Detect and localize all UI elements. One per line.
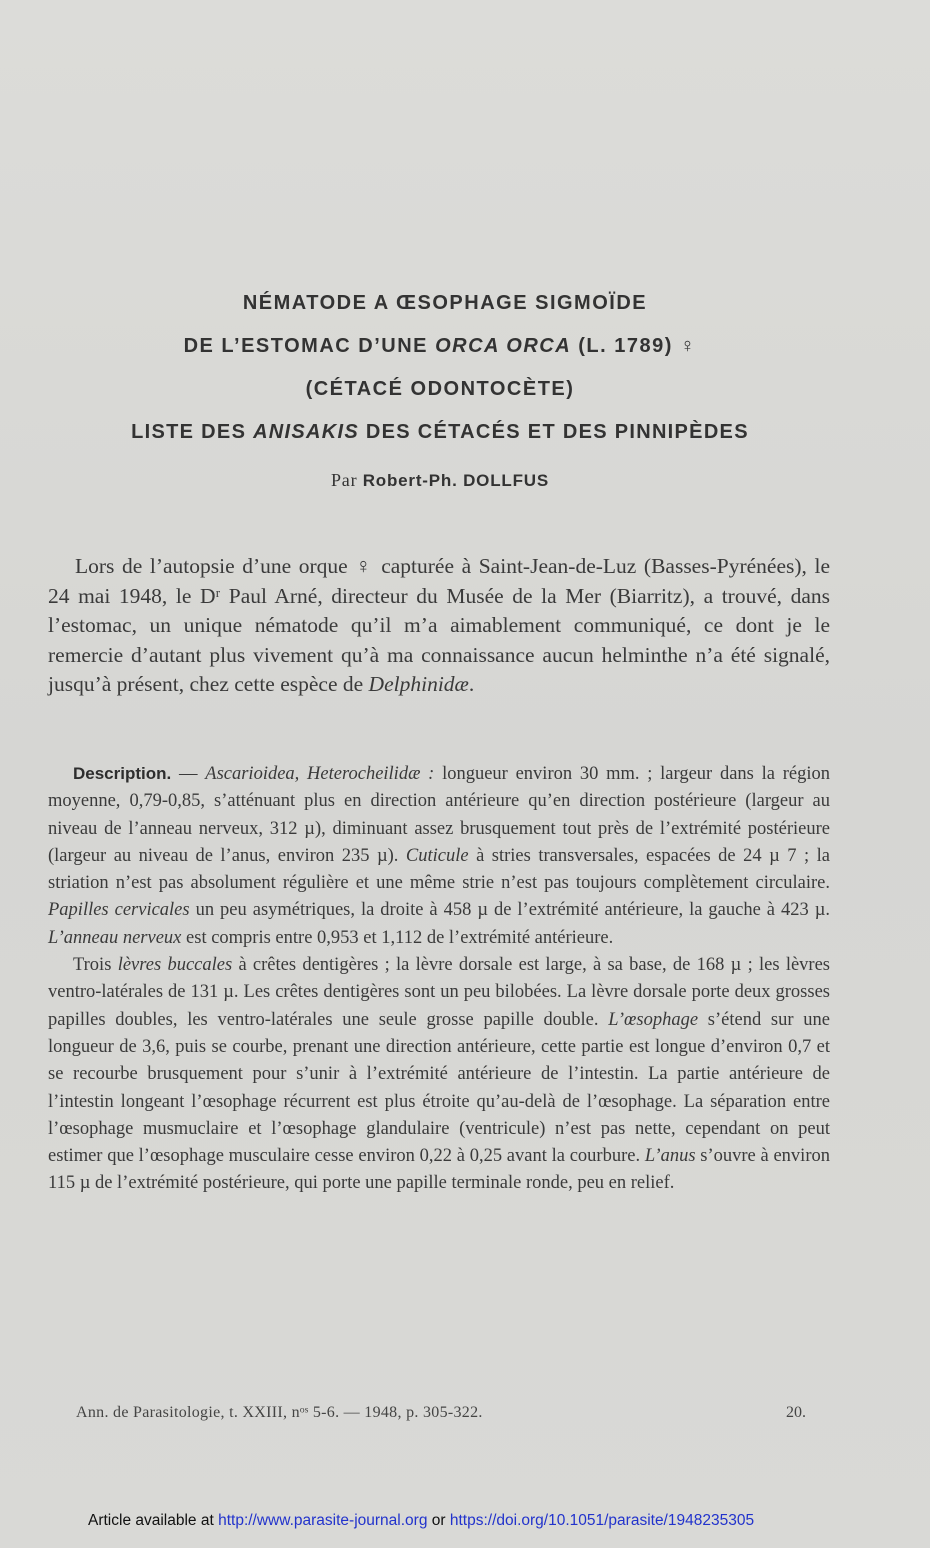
description-paragraph-1 bbox=[48, 760, 830, 952]
intro-italic: Delphinidæ bbox=[368, 672, 469, 696]
term-anneau: L’anneau nerveux bbox=[48, 927, 182, 948]
doi-link[interactable]: https://doi.org/10.1051/parasite/1948235305 bbox=[449, 1512, 755, 1529]
page-number: 20. bbox=[786, 1404, 806, 1421]
intro-paragraph bbox=[48, 552, 830, 700]
description-text: un peu asymétriques, la droite à 458 µ de l’extrémité antérieure, la gauche à 423 µ. bbox=[189, 900, 830, 921]
title-line-2-pre: DE L’ESTOMAC D’UNE bbox=[183, 335, 436, 357]
description-text: longueur environ 30 mm. ; largeur dans la région moyenne, 0,79-0,85, s’atténuant plus en direction antérieure qu’en direction postérieure (largeur au niveau de l’anneau nerveux, 312 µ), diminuant assez brusquement tout près de l’extrémité postérieure (largeur au niveau de l’anus, environ 235 µ). bbox=[48, 764, 830, 866]
intro-end: . bbox=[468, 672, 475, 696]
title-genus: ANISAKIS bbox=[253, 421, 360, 443]
title-line-2 bbox=[0, 325, 880, 368]
intro-text: Lors de l’autopsie d’une orque ♀ capturée à Saint-Jean-de-Luz (Basses-Pyrénées), le 24 mai 1948, le Dʳ Paul Arné, directeur du Musée de la Mer (Biarritz), a trouvé, dans l’estomac, un unique nématode qu’il m’a aimablement communiqué, ce dont je le remercie d’autant plus vivement qu’à ma connaissance aucun helminthe n’a été signalé, jusqu’à présent, chez cette espèce de bbox=[48, 554, 830, 696]
description-paragraph-2 bbox=[48, 952, 830, 1198]
term-oesophage: L’œsophage bbox=[608, 1009, 699, 1030]
title-line-3: (CÉTACÉ ODONTOCÈTE) bbox=[305, 378, 575, 400]
title-line-2-post: (L. 1789) ♀ bbox=[571, 335, 697, 357]
description-dash: — bbox=[171, 764, 206, 784]
description-taxa: Ascarioidea, Heterocheilidæ : bbox=[205, 764, 435, 784]
description-text: à crêtes dentigères ; la lèvre dorsale est large, à sa base, de 168 µ ; les lèvres ventro-latérales de 131 µ. Les crêtes dentigères sont un peu bilobées. La lèvre dorsale porte deux grosses papilles doubles, les ventro-latérales une seule grosse papille double. bbox=[48, 955, 831, 1030]
description-section bbox=[48, 760, 830, 1198]
description-text: s’ouvre à environ 115 µ de l’extrémité postérieure, qui porte une papille terminale ronde, peu en relief. bbox=[48, 1146, 830, 1194]
description-text: est compris entre 0,953 et 1,112 de l’extrémité antérieure. bbox=[181, 927, 614, 948]
title-line-4-post: DES CÉTACÉS ET DES PINNIPÈDES bbox=[359, 421, 749, 443]
term-cuticule: Cuticule bbox=[405, 845, 469, 866]
title-line-1: NÉMATODE A ŒSOPHAGE SIGMOÏDE bbox=[242, 292, 648, 314]
author-name: Robert-Ph. DOLLFUS bbox=[362, 471, 549, 490]
description-text: s’étend sur une longueur de 3,6, puis se courbe, prenant une direction antérieure, cette partie est longue d’environ 0,7 et se recourbe brusquement pour s’unir à l’extrémité antérieure de l’intestin. La partie antérieure de l’intestin longeant l’œsophage récurrent est plus étroite qu’au-delà de l’œsophage. La séparation entre l’œsophage musmuclaire et l’œsophage glandulaire (ventricule) n’est pas nette, cependant on peut estimer que l’œsophage musculaire cesse environ 0,22 à 0,25 avant la courbure. bbox=[48, 1009, 830, 1167]
title-line-4 bbox=[0, 411, 880, 454]
term-anus: L’anus bbox=[644, 1146, 696, 1167]
description-heading: Description. bbox=[73, 764, 172, 783]
article-availability bbox=[88, 1512, 754, 1530]
description-text: à stries transversales, espacées de 24 µ 7 ; la striation n’est pas absolument régulière et une même strie n’est pas toujours complètement circulaire. bbox=[48, 845, 830, 894]
author-prefix: Par bbox=[331, 470, 363, 490]
title-species: ORCA ORCA bbox=[435, 335, 572, 357]
term-levres: lèvres buccales bbox=[117, 955, 233, 976]
article-title bbox=[0, 282, 880, 454]
journal-link[interactable]: http://www.parasite-journal.org bbox=[218, 1512, 428, 1529]
article-link-prefix: Article available at bbox=[88, 1512, 219, 1529]
title-line-4-pre: LISTE DES bbox=[131, 421, 254, 443]
article-link-middle: or bbox=[427, 1512, 450, 1529]
term-papilles: Papilles cervicales bbox=[48, 900, 190, 921]
description-text: Trois bbox=[73, 955, 118, 976]
author-line bbox=[0, 470, 880, 491]
journal-reference: Ann. de Parasitologie, t. XXIII, nᵒˢ 5-6. — 1948, p. 305-322. bbox=[76, 1404, 483, 1421]
